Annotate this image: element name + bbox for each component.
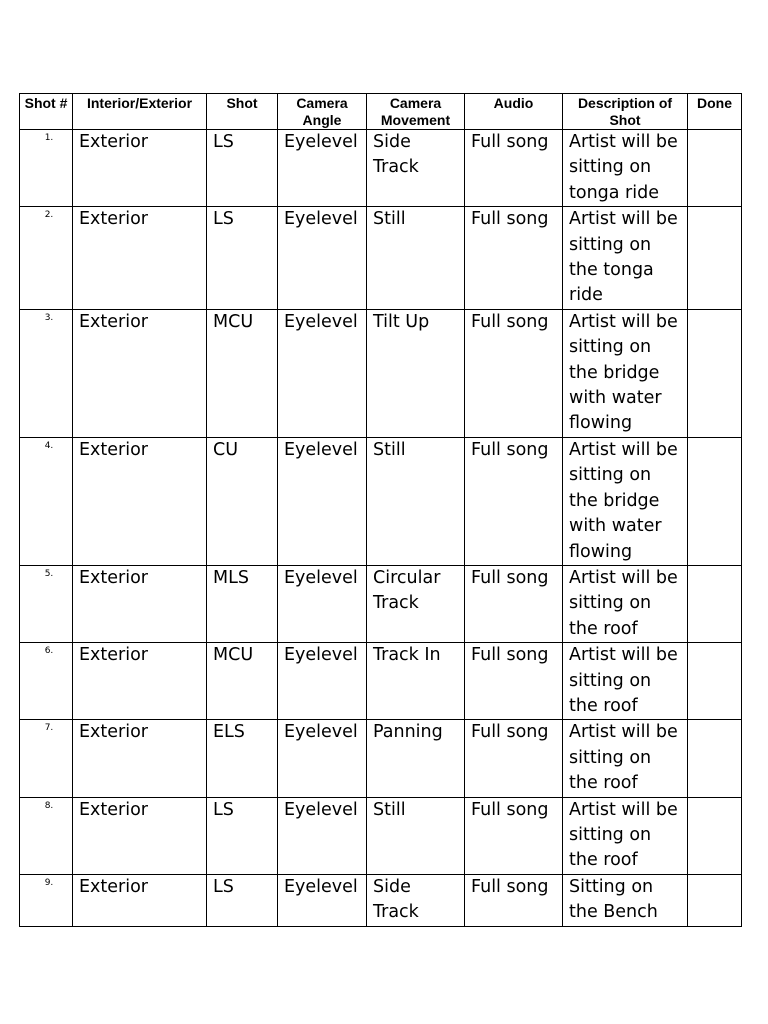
shot-number: 5. [20,565,73,642]
description-cell: Artist will be sitting on the bridge with water flowing [563,437,688,565]
camera-angle-cell: Eyelevel [278,797,367,874]
camera-angle-cell: Eyelevel [278,565,367,642]
camera-movement-cell: Side Track [367,130,465,207]
shot-number: 6. [20,643,73,720]
audio-cell: Full song [465,720,563,797]
interior-exterior-cell: Exterior [73,309,207,437]
camera-movement-cell: Circular Track [367,565,465,642]
camera-movement-cell: Still [367,207,465,310]
header-description: Description of Shot [563,94,688,130]
shot-cell: MCU [207,309,278,437]
table-row [20,565,742,642]
header-camera-movement: Camera Movement [367,94,465,130]
done-cell [688,565,742,642]
interior-exterior-cell: Exterior [73,565,207,642]
interior-exterior-cell: Exterior [73,130,207,207]
shot-cell: ELS [207,720,278,797]
description-cell: Artist will be sitting on the roof [563,565,688,642]
audio-cell: Full song [465,207,563,310]
description-cell: Artist will be sitting on the tonga ride [563,207,688,310]
header-camera-angle: Camera Angle [278,94,367,130]
header-shot: Shot [207,94,278,130]
interior-exterior-cell: Exterior [73,437,207,565]
audio-cell: Full song [465,565,563,642]
shot-cell: LS [207,130,278,207]
shot-list-table [19,93,742,927]
camera-angle-cell: Eyelevel [278,720,367,797]
camera-angle-cell: Eyelevel [278,874,367,926]
camera-movement-cell: Still [367,797,465,874]
description-cell: Artist will be sitting on the bridge with water flowing [563,309,688,437]
shot-number: 4. [20,437,73,565]
header-done: Done [688,94,742,130]
shot-number: 2. [20,207,73,310]
table-row [20,797,742,874]
camera-movement-cell: Tilt Up [367,309,465,437]
interior-exterior-cell: Exterior [73,720,207,797]
description-cell: Artist will be sitting on tonga ride [563,130,688,207]
audio-cell: Full song [465,643,563,720]
description-cell: Sitting on the Bench [563,874,688,926]
shot-number: 7. [20,720,73,797]
shot-cell: LS [207,797,278,874]
shot-cell: MCU [207,643,278,720]
audio-cell: Full song [465,309,563,437]
camera-angle-cell: Eyelevel [278,130,367,207]
done-cell [688,643,742,720]
table-row [20,130,742,207]
interior-exterior-cell: Exterior [73,874,207,926]
audio-cell: Full song [465,130,563,207]
shot-cell: LS [207,207,278,310]
shot-cell: LS [207,874,278,926]
audio-cell: Full song [465,437,563,565]
done-cell [688,437,742,565]
camera-movement-cell: Side Track [367,874,465,926]
camera-movement-cell: Track In [367,643,465,720]
table-row [20,643,742,720]
camera-angle-cell: Eyelevel [278,309,367,437]
shot-number: 3. [20,309,73,437]
done-cell [688,874,742,926]
done-cell [688,720,742,797]
done-cell [688,207,742,310]
audio-cell: Full song [465,874,563,926]
header-shot-number: Shot # [20,94,73,130]
header-audio: Audio [465,94,563,130]
shot-number: 8. [20,797,73,874]
camera-angle-cell: Eyelevel [278,207,367,310]
table-row [20,207,742,310]
camera-movement-cell: Still [367,437,465,565]
header-row [20,94,742,130]
table-row [20,309,742,437]
shot-cell: CU [207,437,278,565]
description-cell: Artist will be sitting on the roof [563,797,688,874]
table-row [20,720,742,797]
shot-number: 1. [20,130,73,207]
interior-exterior-cell: Exterior [73,797,207,874]
camera-angle-cell: Eyelevel [278,643,367,720]
table-row [20,437,742,565]
interior-exterior-cell: Exterior [73,643,207,720]
shot-cell: MLS [207,565,278,642]
description-cell: Artist will be sitting on the roof [563,643,688,720]
camera-angle-cell: Eyelevel [278,437,367,565]
done-cell [688,130,742,207]
shot-number: 9. [20,874,73,926]
header-interior-exterior: Interior/Exterior [73,94,207,130]
table-header [20,94,742,130]
interior-exterior-cell: Exterior [73,207,207,310]
description-cell: Artist will be sitting on the roof [563,720,688,797]
audio-cell: Full song [465,797,563,874]
done-cell [688,797,742,874]
done-cell [688,309,742,437]
camera-movement-cell: Panning [367,720,465,797]
table-row [20,874,742,926]
table-body [20,130,742,927]
